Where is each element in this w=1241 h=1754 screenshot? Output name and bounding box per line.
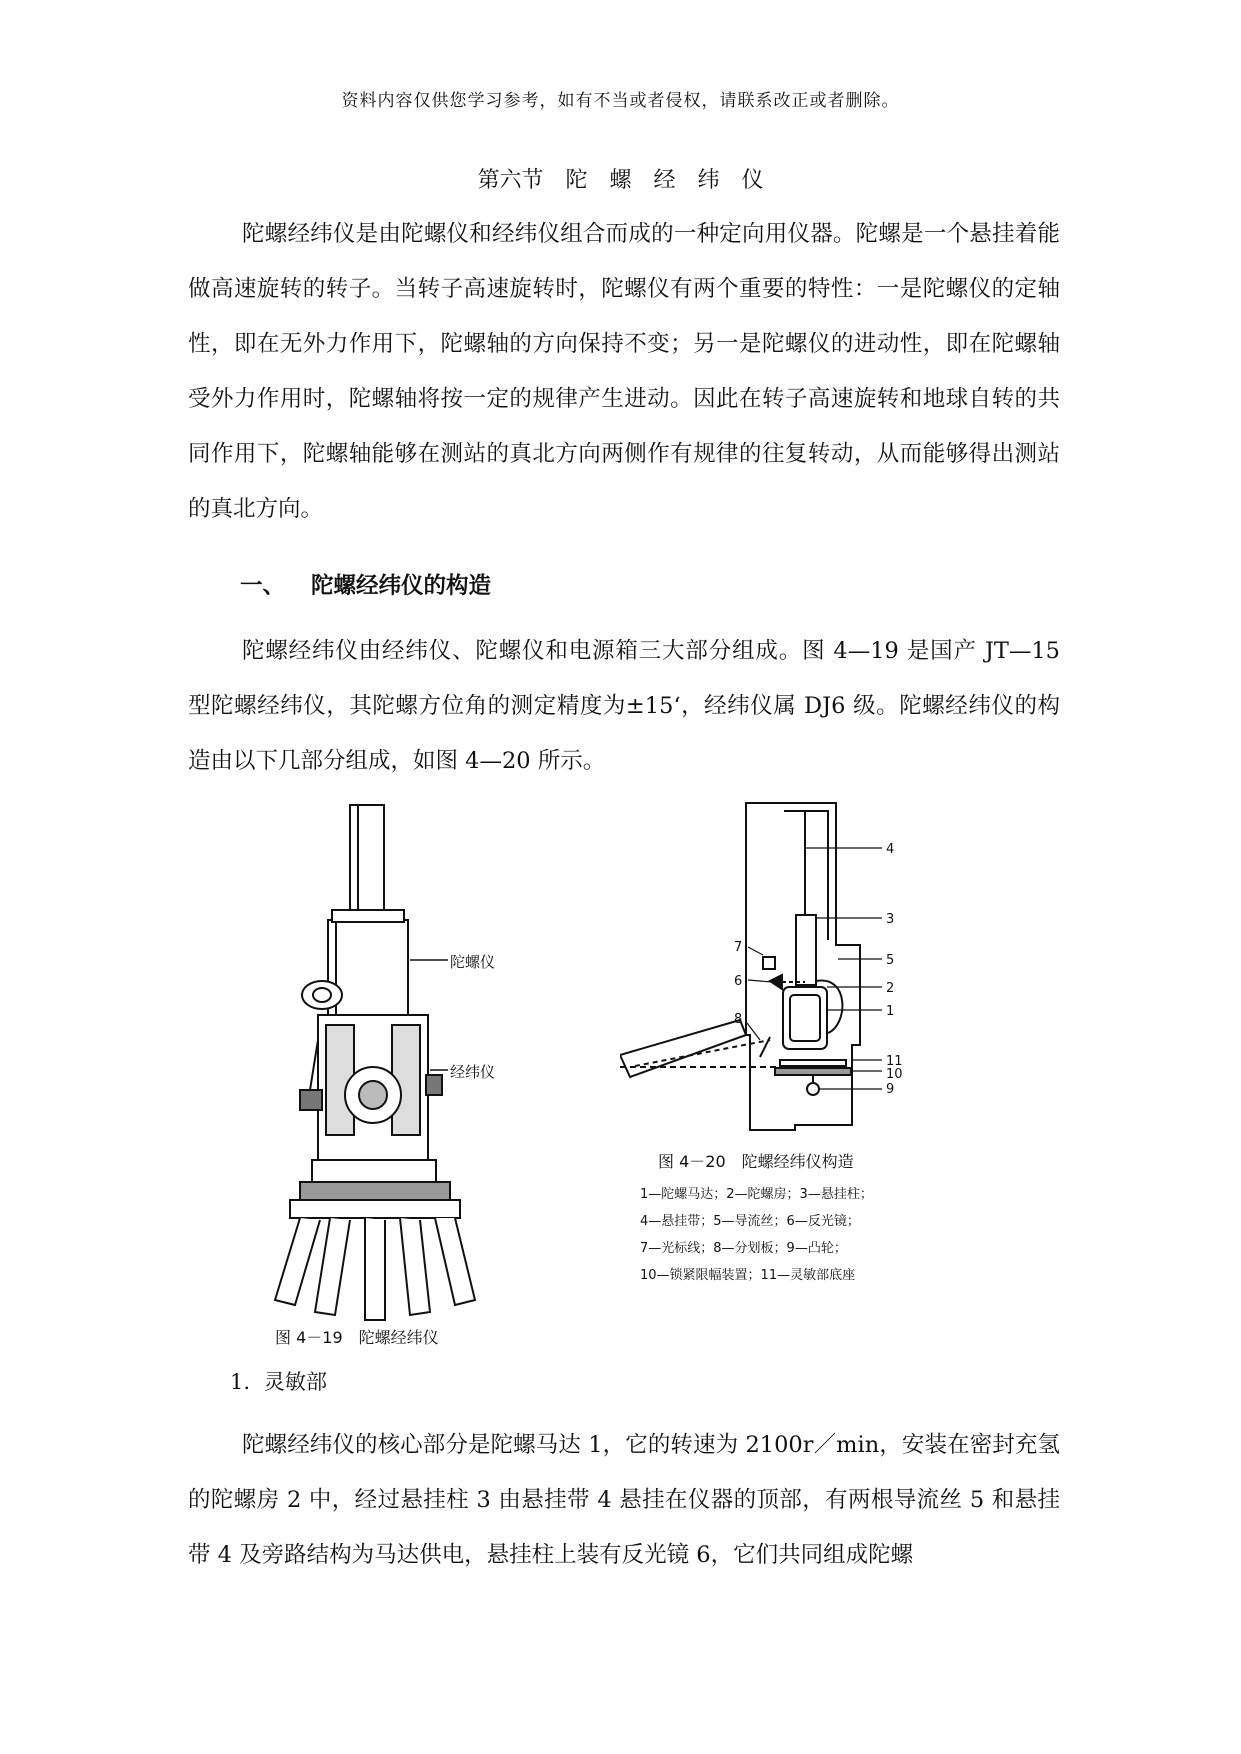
- sensitive-part-paragraph: 陀螺经纬仪的核心部分是陀螺马达 1，它的转速为 2100r／min，安装在密封充氢的陀螺房 2 中，经过悬挂柱 3 由悬挂带 4 悬挂在仪器的顶部，有两根导流丝 5 和悬挂带 4 及旁路结构为马达供电，悬挂柱上装有反光镜 6，它们共同组成陀螺: [188, 1432, 1060, 1568]
- label-1: 1: [886, 1004, 895, 1019]
- label-theodolite: 经纬仪: [450, 1063, 496, 1081]
- intro-paragraph: 陀螺经纬仪是由陀螺仪和经纬仪组合而成的一种定向用仪器。陀螺是一个悬挂着能做高速旋转的转子。当转子高速旋转时，陀螺仪有两个重要的特性：一是陀螺仪的定轴性，即在无外力作用下，陀螺轴的方向保持不变；另一是陀螺仪的进动性，即在陀螺轴受外力作用时，陀螺轴将按一定的规律产生进动。因此在转子高速旋转和地球自转的共同作用下，陀螺轴能够在测站的真北方向两侧作有规律的往复转动，从而能够得出测站的真北方向。: [188, 221, 1060, 522]
- label-gyro: 陀螺仪: [450, 953, 496, 971]
- heading-text: 陀螺经纬仪的构造: [311, 573, 492, 599]
- figure20-legend-1: 1—陀螺马达；2—陀螺房；3—悬挂柱；: [640, 1187, 873, 1202]
- figure20-caption: 图 4－20 陀螺经纬仪构造: [658, 1152, 854, 1171]
- gyro-theodolite-drawing: [275, 805, 475, 1320]
- figure19-caption: 图 4－19 陀螺经纬仪: [275, 1328, 439, 1347]
- label-10: 10: [886, 1067, 903, 1082]
- label-2: 2: [886, 981, 895, 996]
- figure20-legend-4: 10—锁紧限幅装置；11—灵敏部底座: [640, 1268, 856, 1283]
- heading-number: 一、: [240, 573, 286, 599]
- subheading-number: 1.: [230, 1370, 251, 1394]
- subheading-text: 灵敏部: [264, 1370, 328, 1394]
- heading-construction: [240, 568, 491, 600]
- label-3: 3: [886, 912, 895, 927]
- figure-construction-diagram: [620, 795, 960, 1360]
- section-title: 第六节 陀 螺 经 纬 仪: [477, 168, 764, 193]
- figure20-legend-2: 4—悬挂带；5—导流丝；6—反光镜；: [640, 1214, 860, 1229]
- construction-paragraph: 陀螺经纬仪由经纬仪、陀螺仪和电源箱三大部分组成。图 4—19 是国产 JT—15 型陀螺经纬仪，其陀螺方位角的测定精度为±15‘，经纬仪属 DJ6 级。陀螺经纬仪的构造由以下几部分组成，如图 4—20 所示。: [188, 638, 1060, 774]
- label-6: 6: [734, 974, 743, 989]
- figure20-legend-3: 7—光标线；8—分划板；9—凸轮；: [640, 1241, 847, 1256]
- label-8: 8: [734, 1012, 743, 1027]
- page-header-disclaimer: 资料内容仅供您学习参考，如有不当或者侵权，请联系改正或者删除。: [341, 91, 900, 111]
- figure-gyro-theodolite: [270, 800, 590, 1360]
- label-9: 9: [886, 1082, 895, 1097]
- construction-drawing: [620, 803, 860, 1130]
- label-4: 4: [886, 842, 895, 857]
- subheading-sensitive-part: [230, 1366, 327, 1396]
- label-5: 5: [886, 953, 895, 968]
- label-7: 7: [734, 940, 743, 955]
- label-11: 11: [886, 1054, 903, 1069]
